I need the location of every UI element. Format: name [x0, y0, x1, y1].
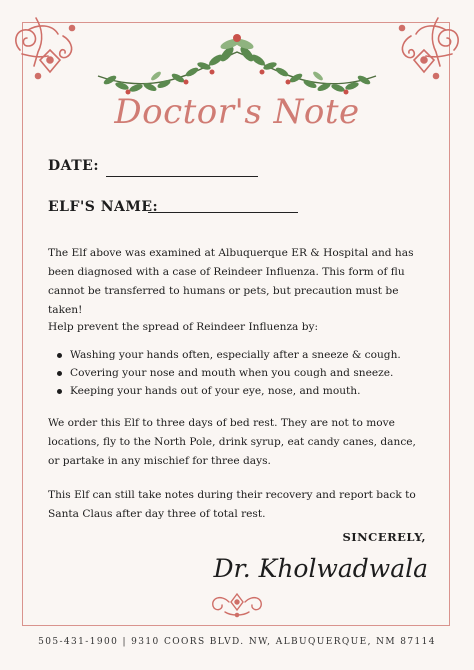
document-title: Doctor's Note — [114, 92, 360, 132]
bed-rest-paragraph: We order this Elf to three days of bed rest. They are not to move locations, fly to the North Pole, drink syrup, eat candy canes, dance, or partake in any mischief for three days. — [48, 417, 416, 467]
bullet-icon — [57, 353, 62, 358]
diagnosis-paragraph: The Elf above was examined at Albuquerque ER & Hospital and has been diagnosed with a case of Reindeer Influenza. This form of flu cannot be transferred to humans or pets, but precaution must be taken! — [48, 247, 414, 316]
date-line[interactable] — [106, 176, 258, 177]
prevention-intro: Help prevent the spread of Reindeer Influenza by: — [48, 321, 319, 333]
bullet-icon — [57, 371, 62, 376]
recovery-paragraph: This Elf can still take notes during their recovery and report back to Santa Claus after day three of total rest. — [48, 489, 416, 520]
date-field — [48, 158, 99, 174]
bottom-ornament-icon — [207, 590, 267, 618]
prevention-list — [48, 346, 428, 400]
elf-name-line[interactable] — [148, 212, 298, 213]
elf-name-label: ELF'S NAME: — [48, 199, 159, 215]
list-item: Washing your hands often, especially after a sneeze & cough. — [48, 346, 428, 364]
footer-contact: 505-431-1900 | 9310 COORS BLVD. NW, ALBUQUERQUE, NM 87114 — [38, 637, 436, 647]
elf-name-field — [48, 199, 158, 215]
signature: Dr. Kholwadwala — [213, 554, 428, 583]
corner-ornament-top-right — [388, 10, 466, 92]
date-label: DATE: — [48, 158, 99, 174]
list-item: Keeping your hands out of your eye, nose, and mouth. — [48, 382, 428, 400]
closing: SINCERELY, — [342, 530, 426, 544]
bullet-icon — [57, 389, 62, 394]
list-item: Covering your nose and mouth when you cough and sneeze. — [48, 364, 428, 382]
corner-ornament-top-left — [8, 10, 86, 92]
